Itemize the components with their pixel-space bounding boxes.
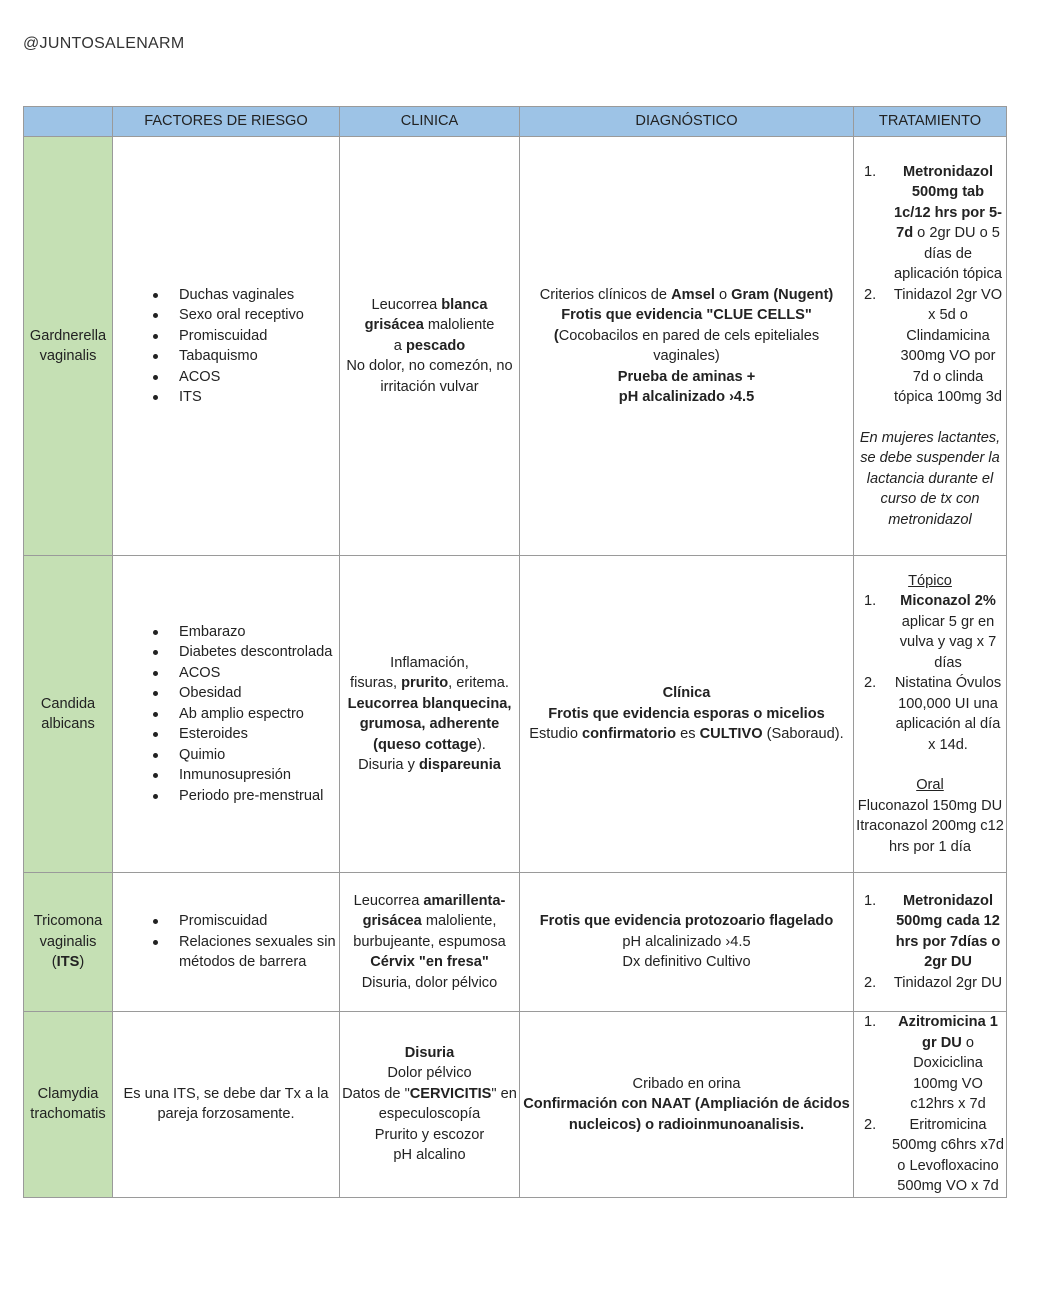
text-line xyxy=(522,326,851,367)
text-segment: o 2gr DU o 5 días de aplicación tópica xyxy=(894,225,1002,283)
text-segment: Tópico xyxy=(908,572,952,589)
text-segment: Prueba de aminas + xyxy=(617,368,756,385)
risk-factor-item: Ab amplio espectro xyxy=(153,704,337,725)
text-segment: Leucorrea xyxy=(353,892,424,909)
text-segment: maloliente xyxy=(423,317,495,334)
text-line xyxy=(522,911,851,932)
text-segment: Miconazol 2% xyxy=(900,593,996,610)
risk-factor-item: Promiscuidad xyxy=(153,911,337,932)
text-segment: Eritromicina 500mg c6hrs x7d o Levofloxacino 500mg VO x 7d xyxy=(892,1116,1004,1194)
text-line xyxy=(522,1074,851,1095)
treatment-line xyxy=(856,796,1004,817)
clinic-cell xyxy=(340,873,520,1012)
text-segment: Dolor pélvico xyxy=(387,1065,472,1082)
text-segment: Dx definitivo Cultivo xyxy=(622,954,751,971)
treatment-item xyxy=(856,673,1004,755)
pathogen-name xyxy=(24,873,113,1012)
text-line xyxy=(342,952,517,973)
risk-factor-item: Tabaquismo xyxy=(153,346,337,367)
text-line xyxy=(26,911,110,932)
text-segment: Leucorrea blanquecina, grumosa, adherente (queso cottage xyxy=(347,695,512,753)
text-segment: No dolor, no comezón, no irritación vulvar xyxy=(346,358,513,395)
text-segment: ) xyxy=(79,954,85,971)
text-line xyxy=(342,891,517,953)
table-row xyxy=(24,137,1007,556)
diagnosis-cell xyxy=(520,556,854,873)
text-segment: Leucorrea xyxy=(371,296,442,313)
text-segment: confirmatorio xyxy=(582,726,677,743)
risk-factor-item: Esteroides xyxy=(153,724,337,745)
text-line xyxy=(26,694,110,715)
text-segment: aplicar 5 gr en vulva y vag x 7 días xyxy=(899,613,997,671)
treatment-line xyxy=(856,775,1004,796)
item-number: 1. xyxy=(864,593,877,610)
treatment-line xyxy=(856,571,1004,592)
text-segment: Disuria, dolor pélvico xyxy=(361,974,498,991)
text-segment: a xyxy=(393,337,406,354)
text-segment: Cérvix "en fresa" xyxy=(370,954,489,971)
risk-factor-item: Duchas vaginales xyxy=(153,285,337,306)
treatment-cell xyxy=(854,556,1007,873)
text-segment: blanca xyxy=(441,296,488,313)
risk-factors-cell xyxy=(113,556,340,873)
text-line xyxy=(522,1094,851,1135)
treatment-item xyxy=(856,162,1004,285)
text-segment: Gram (Nugent) xyxy=(731,286,834,303)
text-line xyxy=(342,295,517,316)
pathogen-name xyxy=(24,1012,113,1198)
text-segment: pH alcalino xyxy=(393,1147,466,1164)
risk-factor-item: Relaciones sexuales sin métodos de barrera xyxy=(153,932,337,973)
risk-factor-item: ACOS xyxy=(153,367,337,388)
text-line xyxy=(522,285,851,306)
text-segment: Frotis que evidencia "CLUE CELLS" xyxy=(561,307,812,323)
text-segment: En mujeres lactantes, se debe suspender la lactancia durante el curso de tx con metronidazol xyxy=(859,429,1001,528)
text-segment: Estudio xyxy=(529,726,583,743)
text-segment: Candida xyxy=(40,695,96,712)
text-segment: Itraconazol 200mg c12 hrs por 1 día xyxy=(856,818,1004,855)
text-segment: pH alcalinizado ›4.5 xyxy=(622,933,751,950)
clinic-cell xyxy=(340,137,520,556)
text-segment: Metronidazol 500mg tab 1c/12 hrs por 5-7d xyxy=(894,163,1002,242)
treatment-cell xyxy=(854,873,1007,1012)
text-segment: Clamydia xyxy=(37,1085,99,1102)
treatment-item xyxy=(856,973,1004,994)
risk-factor-item: Sexo oral receptivo xyxy=(153,305,337,326)
risk-factor-item: ITS xyxy=(153,387,337,408)
risk-text: Es una ITS, se debe dar Tx a la pareja forzosamente. xyxy=(123,1085,329,1123)
text-segment: Inflamación, xyxy=(390,654,469,671)
text-segment: fisuras, xyxy=(350,675,402,691)
item-number: 2. xyxy=(864,1116,877,1133)
treatment-item xyxy=(856,285,1004,408)
text-line xyxy=(26,1084,110,1105)
text-segment: Azitromicina 1 gr DU xyxy=(898,1014,998,1051)
text-segment: Tinidazol 2gr VO x 5d o Clindamicina 300mg VO por 7d o clinda tópica 100mg 3d xyxy=(893,286,1003,406)
text-line xyxy=(342,973,517,994)
header-treatment: TRATAMIENTO xyxy=(854,107,1007,137)
text-segment: Frotis que evidencia esporas o micelios xyxy=(548,705,825,722)
risk-factors-cell xyxy=(113,1012,340,1198)
treatment-item xyxy=(856,1115,1004,1197)
treatment-item xyxy=(856,891,1004,973)
risk-factor-item: Quimio xyxy=(153,745,337,766)
text-segment: amarillenta-grisácea xyxy=(362,892,506,930)
header-risk-factors: FACTORES DE RIESGO xyxy=(113,107,340,137)
text-segment: Tinidazol 2gr DU xyxy=(893,974,1003,991)
text-segment: Nistatina Óvulos 100,000 UI una aplicación al día x 14d. xyxy=(894,675,1002,753)
text-line xyxy=(26,326,110,347)
text-segment: prurito xyxy=(401,675,449,691)
text-line xyxy=(522,724,851,745)
text-line xyxy=(26,1104,110,1125)
text-segment: Gardnerella xyxy=(29,327,107,344)
text-segment: Criterios clínicos de xyxy=(539,286,672,303)
header-blank xyxy=(24,107,113,137)
pathogen-name xyxy=(24,137,113,556)
text-line xyxy=(522,305,851,326)
text-line xyxy=(522,952,851,973)
text-line xyxy=(342,1125,517,1146)
risk-factors-cell xyxy=(113,137,340,556)
text-segment: maloliente, burbujeante, espumosa xyxy=(353,913,506,950)
text-line xyxy=(26,952,110,973)
text-segment: Amsel xyxy=(671,286,715,303)
text-line xyxy=(342,315,517,336)
text-segment: Prurito y escozor xyxy=(374,1126,485,1143)
text-line xyxy=(342,1084,517,1125)
treatment-item xyxy=(856,1012,1004,1115)
text-segment: CERVICITIS xyxy=(409,1085,492,1102)
text-segment: es xyxy=(676,726,700,743)
text-segment: Datos de " xyxy=(342,1085,410,1102)
text-segment: o Doxiciclina 100mg VO c12hrs x 7d xyxy=(910,1034,986,1112)
table-row xyxy=(24,1012,1007,1198)
header-clinic: CLINICA xyxy=(340,107,520,137)
text-line xyxy=(522,932,851,953)
text-segment: Clínica xyxy=(662,685,711,702)
risk-factor-item: Obesidad xyxy=(153,683,337,704)
risk-factor-item: Inmunosupresión xyxy=(153,765,337,786)
text-segment: " en especuloscopía xyxy=(378,1085,517,1123)
text-segment: Fluconazol 150mg DU xyxy=(857,797,1003,814)
risk-factor-item: Promiscuidad xyxy=(153,326,337,347)
text-segment: ). xyxy=(476,736,486,753)
text-line xyxy=(342,755,517,776)
text-line xyxy=(26,346,110,367)
text-segment: ( xyxy=(51,954,57,971)
treatment-item xyxy=(856,591,1004,673)
vaginitis-table xyxy=(23,106,1007,1198)
text-segment: Oral xyxy=(916,777,944,794)
diagnosis-cell xyxy=(520,873,854,1012)
pathogen-name xyxy=(24,556,113,873)
risk-factor-item: ACOS xyxy=(153,663,337,684)
text-segment: Cribado en orina xyxy=(632,1075,741,1092)
risk-factor-item: Periodo pre-menstrual xyxy=(153,786,337,807)
text-segment: albicans xyxy=(41,716,95,732)
table-row xyxy=(24,873,1007,1012)
text-line xyxy=(26,932,110,953)
text-line xyxy=(342,694,517,756)
text-segment: CULTIVO xyxy=(699,726,763,743)
text-line xyxy=(342,336,517,357)
diagnosis-cell xyxy=(520,1012,854,1198)
text-segment: Cocobacilos en pared de cels epiteliales vaginales) xyxy=(558,327,820,364)
text-line xyxy=(342,1043,517,1064)
treatment-line xyxy=(856,816,1004,857)
author-handle: @JUNTOSALENARM xyxy=(23,35,185,52)
treatment-note xyxy=(856,428,1004,531)
text-segment: Metronidazol 500mg cada 12 hrs por 7días o 2gr DU xyxy=(895,892,1001,971)
item-number: 2. xyxy=(864,675,877,692)
risk-factor-item: Embarazo xyxy=(153,622,337,643)
clinic-cell xyxy=(340,556,520,873)
risk-factor-item: Diabetes descontrolada xyxy=(153,642,337,663)
item-number: 2. xyxy=(864,974,877,991)
text-segment: Tricomona xyxy=(33,913,103,930)
item-number: 1. xyxy=(864,892,877,909)
text-segment: , eritema. xyxy=(448,675,509,691)
treatment-cell xyxy=(854,1012,1007,1198)
item-number: 1. xyxy=(864,1014,877,1030)
header-row xyxy=(24,107,1007,137)
text-line xyxy=(522,683,851,704)
text-segment: Disuria xyxy=(404,1044,455,1061)
diagnosis-cell xyxy=(520,137,854,556)
text-line xyxy=(342,1145,517,1166)
header-diagnosis: DIAGNÓSTICO xyxy=(520,107,854,137)
text-segment: ITS xyxy=(56,954,80,971)
text-segment: trachomatis xyxy=(30,1106,106,1123)
text-segment: dispareunia xyxy=(418,757,501,773)
text-segment: vaginalis xyxy=(39,348,97,364)
text-segment: Confirmación con NAAT (Ampliación de ácidos nucleicos) o radioinmunoanalisis. xyxy=(523,1096,850,1133)
text-line xyxy=(522,704,851,725)
text-segment: vaginalis xyxy=(39,933,97,950)
text-segment: Disuria y xyxy=(358,757,419,773)
text-segment: (Saboraud). xyxy=(762,726,844,743)
risk-factors-cell xyxy=(113,873,340,1012)
table-row xyxy=(24,556,1007,873)
text-line xyxy=(342,356,517,397)
text-line xyxy=(342,653,517,674)
text-segment: o xyxy=(714,286,732,303)
text-line xyxy=(342,673,517,694)
text-segment: grisácea xyxy=(364,317,424,334)
text-line xyxy=(26,714,110,735)
treatment-cell xyxy=(854,137,1007,556)
text-segment: ( xyxy=(553,327,559,344)
text-line xyxy=(522,367,851,388)
text-segment: Frotis que evidencia protozoario flagelado xyxy=(539,913,834,930)
clinic-cell xyxy=(340,1012,520,1198)
item-number: 2. xyxy=(864,286,877,303)
text-line xyxy=(342,1063,517,1084)
text-segment: pescado xyxy=(405,337,466,354)
text-segment: pH alcalinizado ›4.5 xyxy=(618,389,755,405)
text-line xyxy=(522,387,851,408)
item-number: 1. xyxy=(864,163,877,180)
